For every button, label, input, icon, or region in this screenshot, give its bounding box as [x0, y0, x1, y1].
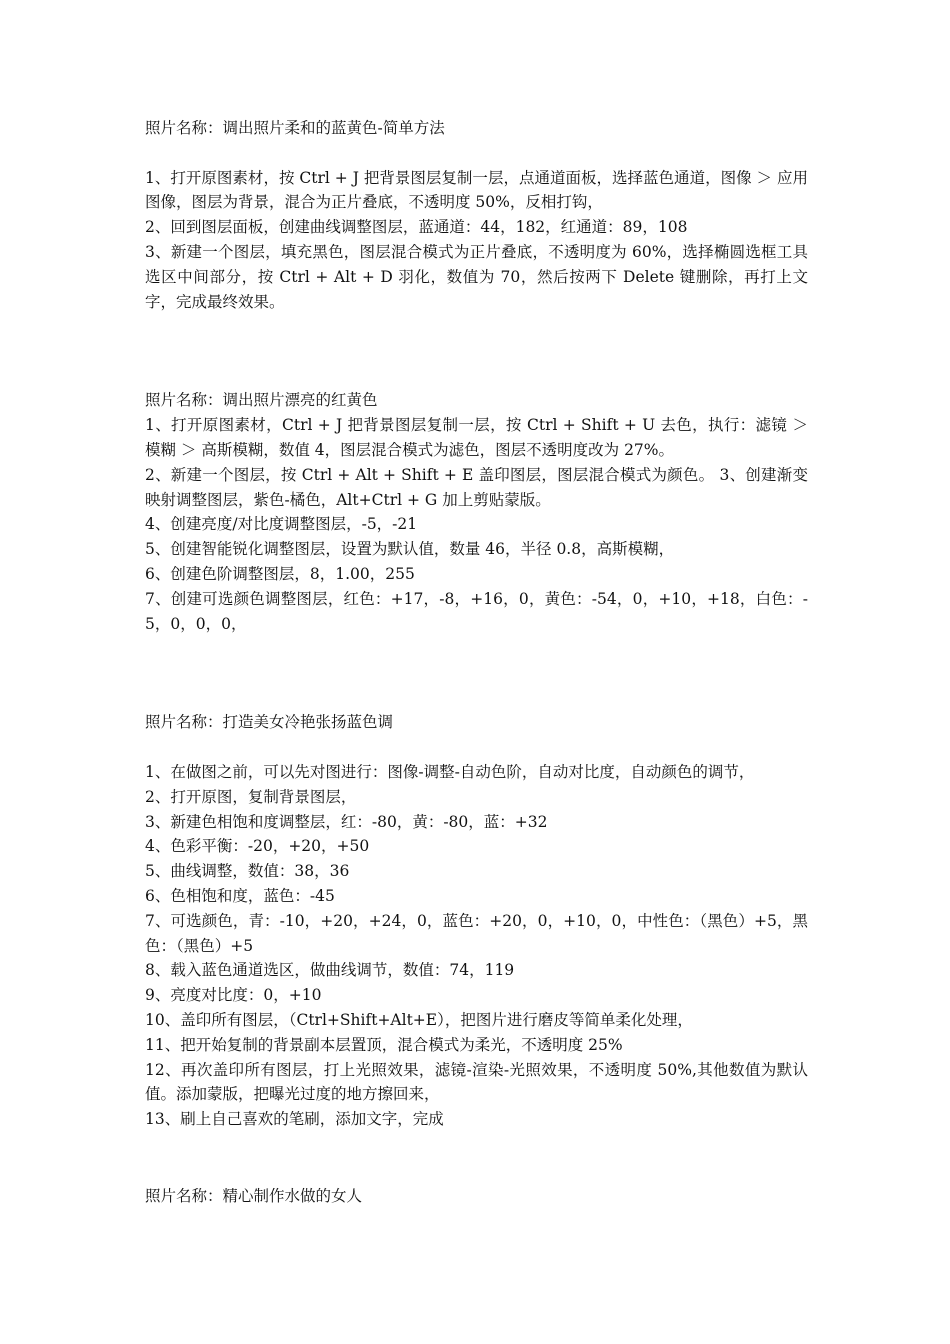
- step-text: 6、创建色阶调整图层，8，1.00，255: [145, 564, 415, 583]
- step-text: 2、回到图层面板，创建曲线调整图层，蓝通道：44，182，红通道：89，108: [145, 218, 688, 237]
- section-gap: [145, 1132, 808, 1184]
- section-title: 照片名称：打造美女冷艳张扬蓝色调: [145, 713, 394, 732]
- step-text: 8、载入蓝色通道选区，做曲线调节，数值：74，119: [145, 961, 515, 980]
- step-text: 13、刷上自己喜欢的笔刷，添加文字，完成: [145, 1110, 444, 1129]
- step-text: 1、在做图之前，可以先对图进行：图像-调整-自动色阶，自动对比度，自动颜色的调节，: [145, 762, 755, 781]
- section-title: 照片名称：精心制作水做的女人: [145, 1186, 363, 1205]
- step-text: 7、创建可选颜色调整图层，红色：+17，-8，+16，0，黄色：-54，0，+10，+18，白色：-5，0，0，0，: [145, 589, 808, 633]
- step-text: 2、新建一个图层，按 Ctrl + Alt + Shift + E 盖印图层，图层混合模式为颜色。 3、创建渐变映射调整图层，紫色-橘色，Alt+Ctrl + G 加上剪贴蒙版。: [145, 465, 808, 509]
- step-text: 5、创建智能锐化调整图层，设置为默认值，数量 46，半径 0.8，高斯模糊，: [145, 540, 675, 559]
- document-page: [145, 116, 808, 1209]
- section-1: [145, 116, 808, 314]
- blank-line: [145, 735, 808, 760]
- step-text: 1、打开原图素材，Ctrl + J 把背景图层复制一层，按 Ctrl + Shift + U 去色，执行：滤镜 ＞ 模糊 ＞ 高斯模糊，数值 4，图层混合模式为滤色，图层不透明度改为 27%。: [145, 416, 808, 459]
- blank-line: [145, 141, 808, 166]
- section-gap: [145, 636, 808, 710]
- section-4: [145, 1184, 808, 1209]
- step-text: 11、把开始复制的背景副本层置顶，混合模式为柔光，不透明度 25%: [145, 1035, 623, 1054]
- step-text: 10、盖印所有图层，（Ctrl+Shift+Alt+E），把图片进行磨皮等简单柔化处理，: [145, 1010, 693, 1029]
- section-2: [145, 388, 808, 636]
- step-text: 12、再次盖印所有图层，打上光照效果，滤镜-渲染-光照效果，不透明度 50%,其他数值为默认值。添加蒙版，把曝光过度的地方擦回来，: [145, 1060, 808, 1104]
- section-3: [145, 710, 808, 1132]
- step-text: 5、曲线调整，数值：38，36: [145, 862, 350, 881]
- section-gap: [145, 314, 808, 388]
- step-text: 9、亮度对比度：0，+10: [145, 986, 322, 1005]
- step-text: 4、色彩平衡：-20，+20，+50: [145, 837, 370, 856]
- section-title: 照片名称：调出照片柔和的蓝黄色-简单方法: [145, 119, 445, 137]
- step-text: 1、打开原图素材，按 Ctrl + J 把背景图层复制一层，点通道面板，选择蓝色通道，图像 ＞ 应用图像，图层为背景，混合为正片叠底，不透明度 50%，反相打钩，: [145, 168, 808, 212]
- step-text: 3、新建一个图层，填充黑色，图层混合模式为正片叠底，不透明度为 60%，选择椭圆选框工具选区中间部分，按 Ctrl + Alt + D 羽化，数值为 70，然后按两下 Delete 键删除，再打上文字，完成最终效果。: [145, 242, 808, 311]
- step-text: 4、创建亮度/对比度调整图层，-5，-21: [145, 515, 418, 534]
- step-text: 6、色相饱和度，蓝色：-45: [145, 886, 335, 905]
- step-text: 3、新建色相饱和度调整层，红：-80，黄：-80，蓝：+32: [145, 812, 548, 831]
- section-title: 照片名称：调出照片漂亮的红黄色: [145, 391, 378, 410]
- step-text: 2、打开原图，复制背景图层，: [145, 787, 357, 806]
- step-text: 7、可选颜色，青：-10，+20，+24，0，蓝色：+20，0，+10，0，中性色：（黑色）+5，黑色：（黑色）+5: [145, 911, 808, 955]
